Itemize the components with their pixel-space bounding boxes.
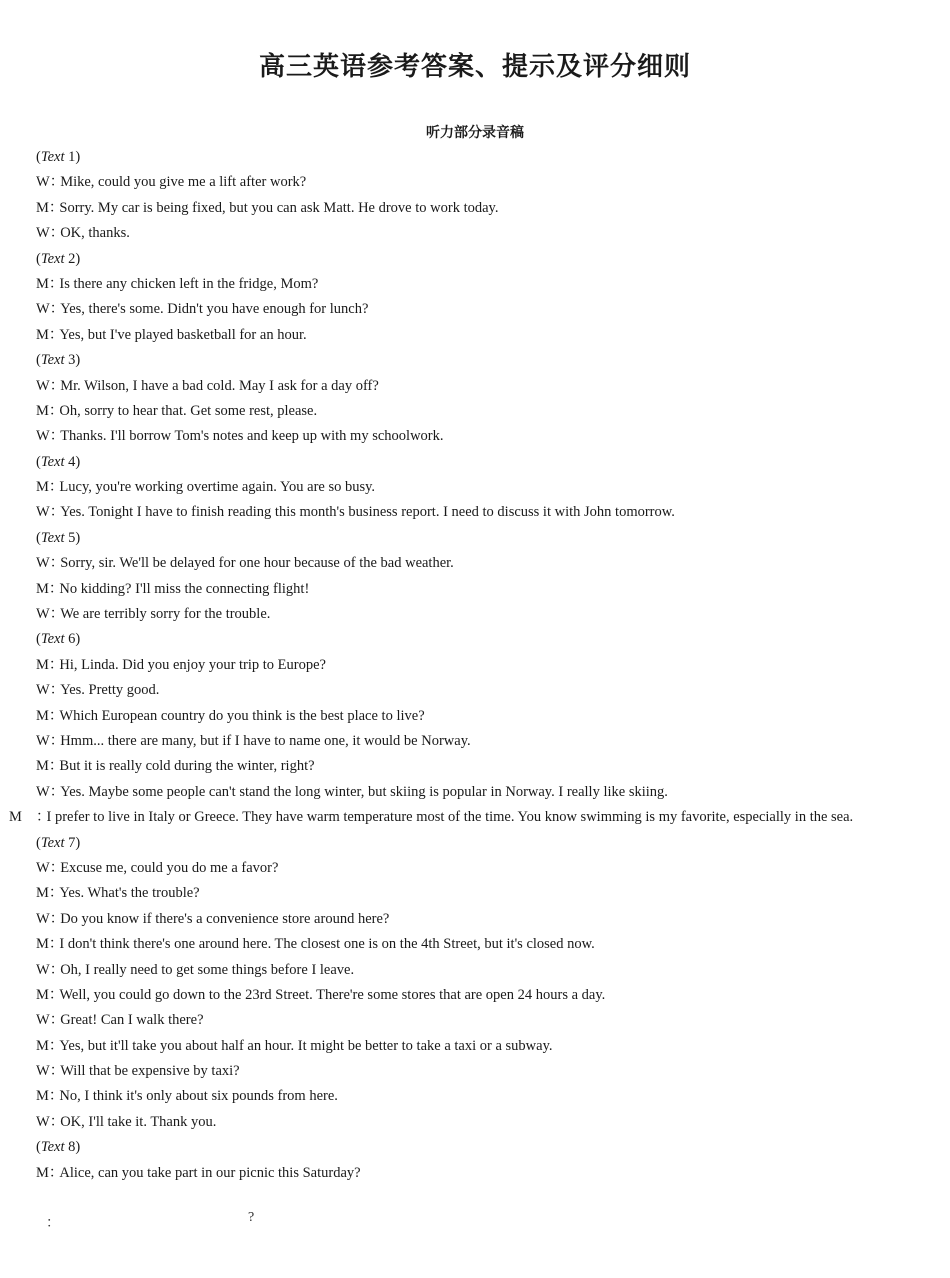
dialogue-text: Which European country do you think is the best place to live? — [59, 707, 425, 724]
dialogue-text: Mike, could you give me a lift after work? — [60, 174, 307, 191]
dialogue-line: W：Thanks. I'll borrow Tom's notes and keep up with my schoolwork. — [36, 424, 920, 449]
dialogue-line: W：Do you know if there's a convenience store around here? — [36, 907, 920, 932]
speaker-label: M — [36, 758, 49, 775]
dialogue-line: M：Yes. What's the trouble? — [36, 881, 920, 906]
text-number: 6 — [68, 631, 76, 648]
text-word: Text — [40, 149, 65, 165]
text-word: Text — [40, 529, 65, 546]
dialogue-line: W：Great! Can I walk there? — [36, 1008, 920, 1033]
speaker-label: W — [36, 225, 50, 242]
dialogue-line: M：But it is really cold during the winter, right? — [36, 754, 920, 779]
dialogue-text: OK, I'll take it. Thank you. — [60, 1113, 217, 1130]
text-word: Text — [40, 453, 65, 470]
text-heading: (Text 2) — [36, 250, 81, 267]
dialogue-text: Yes. Tonight I have to finish reading this month's business report. I need to discuss it with John tomorrow. — [60, 504, 675, 521]
text-heading: (Text 6) — [36, 631, 81, 648]
speaker-label: M — [36, 580, 49, 597]
dialogue-line: W：We are terribly sorry for the trouble. — [36, 602, 920, 627]
dialogue-line: M：Hi, Linda. Did you enjoy your trip to Europe? — [36, 653, 920, 678]
text-heading: (Text 4) — [36, 453, 81, 470]
section-title: 听力部分录音稿 — [426, 125, 524, 141]
dialogue-line: W：Oh, I really need to get some things before I leave. — [36, 958, 920, 983]
speaker-label: M — [36, 1088, 49, 1105]
page-title: 高三英语参考答案、提示及评分细则 — [258, 52, 691, 82]
text-heading: (Text 3) — [36, 352, 81, 369]
text-heading: (Text 8) — [36, 1139, 81, 1156]
dialogue-line: M：No kidding? I'll miss the connecting flight! — [36, 577, 920, 602]
text-number: 7 — [68, 834, 76, 851]
speaker-label: M — [36, 402, 49, 419]
dialogue-text: Yes. Pretty good. — [60, 682, 160, 699]
dialogue-text: But it is really cold during the winter, right? — [59, 758, 315, 775]
cutoff-question-mark: ? — [248, 1210, 255, 1225]
dialogue-text: Yes, but I've played basketball for an hour. — [59, 326, 307, 343]
speaker-label: W — [36, 910, 50, 927]
speaker-label: M — [36, 199, 49, 216]
speaker-label: M — [36, 986, 49, 1003]
dialogue-text: Yes, but it'll take you about half an hour. It might be better to take a taxi or a subway. — [59, 1037, 553, 1054]
dialogue-line: M：Which European country do you think is the best place to live? — [36, 704, 920, 729]
speaker-label: W — [36, 1012, 50, 1029]
speaker-label: M — [36, 1164, 49, 1181]
dialogue-text: We are terribly sorry for the trouble. — [60, 606, 271, 623]
dialogue-line: M：I don't think there's one around here. The closest one is on the 4th Street, but it's closed now. — [36, 932, 920, 957]
dialogue-line: W：Sorry, sir. We'll be delayed for one hour because of the bad weather. — [36, 551, 920, 576]
text-heading: (Text 1) — [36, 149, 81, 165]
speaker-label: W — [36, 1063, 50, 1080]
transcript — [9, 145, 920, 1186]
dialogue-text: Alice, can you take part in our picnic this Saturday? — [59, 1164, 361, 1181]
text-number: 8 — [68, 1139, 76, 1156]
text-word: Text — [40, 1139, 65, 1156]
speaker-label: W — [36, 428, 50, 445]
dialogue-line: W：Will that be expensive by taxi? — [36, 1059, 920, 1084]
dialogue-line: W：Yes. Pretty good. — [36, 678, 920, 703]
speaker-label: W — [36, 301, 50, 318]
speaker-label: M — [36, 275, 49, 292]
dialogue-text: Thanks. I'll borrow Tom's notes and keep up with my schoolwork. — [60, 428, 444, 445]
dialogue-text: Oh, sorry to hear that. Get some rest, please. — [59, 402, 318, 419]
cutoff-colon: ： — [46, 1216, 60, 1231]
dialogue-line: M：Alice, can you take part in our picnic this Saturday? — [36, 1161, 920, 1186]
speaker-label: W — [36, 783, 50, 800]
dialogue-line: W：OK, thanks. — [36, 221, 920, 246]
dialogue-line: W：OK, I'll take it. Thank you. — [36, 1110, 920, 1135]
dialogue-text: Yes. Maybe some people can't stand the long winter, but skiing is popular in Norway. I really like skiing. — [60, 783, 668, 800]
text-number: 4 — [68, 453, 76, 470]
text-word: Text — [40, 250, 65, 267]
speaker-label: W — [36, 859, 50, 876]
dialogue-text: I prefer to live in Italy or Greece. They have warm temperature most of the time. You know swimming is my favorite, especially in the sea. — [46, 809, 854, 826]
dialogue-text: OK, thanks. — [60, 225, 130, 242]
text-word: Text — [40, 352, 65, 369]
dialogue-line: M：Lucy, you're working overtime again. You are so busy. — [36, 475, 920, 500]
speaker-label: W — [36, 682, 50, 699]
dialogue-line: M：No, I think it's only about six pounds from here. — [36, 1084, 920, 1109]
dialogue-text: Do you know if there's a convenience store around here? — [60, 910, 390, 927]
dialogue-text: Sorry. My car is being fixed, but you can ask Matt. He drove to work today. — [59, 199, 499, 216]
speaker-label: M — [36, 885, 49, 902]
dialogue-text: Sorry, sir. We'll be delayed for one hour because of the bad weather. — [60, 555, 454, 572]
dialogue-line: W：Yes. Maybe some people can't stand the long winter, but skiing is popular in Norway. I really like skiing. — [36, 780, 920, 805]
dialogue-line: M：Yes, but I've played basketball for an hour. — [36, 323, 920, 348]
speaker-label: W — [36, 504, 50, 521]
text-heading: (Text 7) — [36, 834, 81, 851]
dialogue-text: Hmm... there are many, but if I have to name one, it would be Norway. — [60, 732, 471, 749]
cutoff-line — [36, 1208, 336, 1238]
dialogue-text: No kidding? I'll miss the connecting flight! — [59, 580, 310, 597]
speaker-label: M — [36, 656, 49, 673]
dialogue-text: No, I think it's only about six pounds from here. — [59, 1088, 338, 1105]
dialogue-line: M：Well, you could go down to the 23rd Street. There're some stores that are open 24 hours a day. — [36, 983, 920, 1008]
speaker-label: M — [36, 707, 49, 724]
dialogue-text: Hi, Linda. Did you enjoy your trip to Europe? — [59, 656, 326, 673]
dialogue-line: W：Mr. Wilson, I have a bad cold. May I ask for a day off? — [36, 374, 920, 399]
dialogue-line: M：Sorry. My car is being fixed, but you can ask Matt. He drove to work today. — [36, 196, 920, 221]
text-number: 2 — [68, 250, 76, 267]
speaker-label: M — [36, 936, 49, 953]
dialogue-line: M：Yes, but it'll take you about half an hour. It might be better to take a taxi or a subway. — [36, 1034, 920, 1059]
text-word: Text — [40, 834, 65, 851]
dialogue-text: Oh, I really need to get some things before I leave. — [60, 961, 355, 978]
dialogue-line: M：Oh, sorry to hear that. Get some rest, please. — [36, 399, 920, 424]
text-heading: (Text 5) — [36, 529, 81, 546]
dialogue-text: Mr. Wilson, I have a bad cold. May I ask for a day off? — [60, 377, 379, 394]
dialogue-text: Excuse me, could you do me a favor? — [60, 859, 279, 876]
dialogue-line: W：Hmm... there are many, but if I have to name one, it would be Norway. — [36, 729, 920, 754]
dialogue-text: Great! Can I walk there? — [60, 1012, 204, 1029]
dialogue-text: Yes. What's the trouble? — [59, 885, 200, 902]
dialogue-text: Well, you could go down to the 23rd Street. There're some stores that are open 24 hours a day. — [59, 986, 606, 1003]
speaker-label: M — [36, 1037, 49, 1054]
speaker-label: W — [36, 732, 50, 749]
dialogue-text: Is there any chicken left in the fridge, Mom? — [59, 275, 319, 292]
speaker-label: W — [36, 377, 50, 394]
dialogue-text: Lucy, you're working overtime again. You are so busy. — [59, 479, 376, 496]
speaker-label: W — [36, 606, 50, 623]
speaker-label: W — [36, 961, 50, 978]
speaker-label: M — [36, 326, 49, 343]
dialogue-line: M：Is there any chicken left in the fridge, Mom? — [36, 272, 920, 297]
dialogue-line: W：Mike, could you give me a lift after work? — [36, 170, 920, 195]
text-number: 3 — [68, 352, 76, 369]
text-number: 5 — [68, 529, 76, 546]
text-word: Text — [40, 631, 65, 648]
dialogue-line: M ：I prefer to live in Italy or Greece. They have warm temperature most of the time. You know swimming is my favorite, especially in the sea. — [9, 809, 854, 826]
speaker-label: M — [36, 479, 49, 496]
dialogue-line: W：Excuse me, could you do me a favor? — [36, 856, 920, 881]
dialogue-text: I don't think there's one around here. The closest one is on the 4th Street, but it's closed now. — [59, 936, 595, 953]
speaker-label: W — [36, 174, 50, 191]
dialogue-text: Will that be expensive by taxi? — [60, 1063, 240, 1080]
speaker-label: W — [36, 555, 50, 572]
text-number: 1 — [68, 149, 76, 165]
dialogue-line: W：Yes, there's some. Didn't you have enough for lunch? — [36, 297, 920, 322]
dialogue-line: W：Yes. Tonight I have to finish reading this month's business report. I need to discuss it with John tomorrow. — [36, 500, 920, 525]
speaker-label: W — [36, 1113, 50, 1130]
dialogue-text: Yes, there's some. Didn't you have enough for lunch? — [60, 301, 369, 318]
